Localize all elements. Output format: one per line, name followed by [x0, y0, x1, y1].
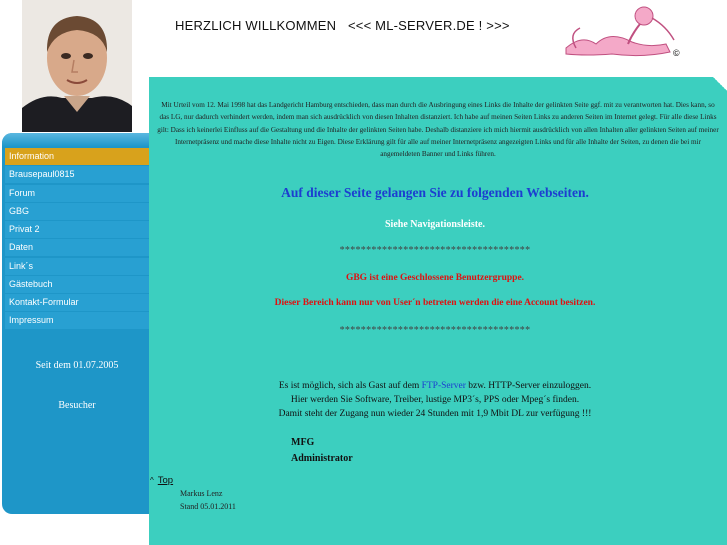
mfg-label: MFG — [291, 437, 315, 448]
author-name: Markus Lenz — [180, 489, 223, 498]
page-corner-fold — [713, 77, 727, 91]
sidebar-item-brausepaul[interactable]: Brausepaul0815 — [5, 166, 149, 183]
pink-panther-logo — [562, 4, 686, 62]
sidebar-item-gaestebuch[interactable]: Gästebuch — [5, 276, 149, 293]
sidebar-item-forum[interactable]: Forum — [5, 185, 149, 202]
sidebar-item-gbg[interactable]: GBG — [5, 203, 149, 220]
top-link-label: Top — [157, 475, 174, 486]
sidebar-nav — [5, 148, 149, 331]
speed-line: Damit steht der Zugang nun wieder 24 Stunden mit 1,9 Mbit DL zur verfügung !!! — [278, 409, 592, 419]
disclaimer-text: Mit Urteil vom 12. Mai 1998 hat das Landgericht Hamburg entschieden, dass man durch die Ausbringung eines Links die Inhalte der gelinkten Seite ggf. mit zu verantworten hat. Dies kann, so das LG, nur dadurch verhindert werden, indem man sich ausdrücklich von diesen Inhalten distanziert. Ich habe auf meinen Seiten Links zu anderen Seiten im Internet gelegt. Für alle diese Links gilt: Dass ich keinerlei Einfluss auf die Gestaltung und die Inhalte der gelinkten Seiten habe. Deshalb distanziere ich mich hiermit ausdrücklich von allen Inhalten aller gelinkten Seiten auf meiner Internetpräsenz und mache diese Inhalte nicht zu Eigen. Diese Erklärung gilt für alle auf meiner Internetpräsenz angezeigten Links und für alle Inhalte der Seiten, zu denen die bei mir angemeldeten Banner und Links führen. — [157, 101, 719, 159]
guest-login-line — [149, 381, 721, 391]
sidebar-item-impressum[interactable]: Impressum — [5, 312, 149, 329]
sidebar-cap — [2, 133, 149, 147]
sidebar-item-privat2[interactable]: Privat 2 — [5, 221, 149, 238]
administrator-label: Administrator — [291, 453, 353, 464]
last-updated: Stand 05.01.2011 — [180, 502, 236, 511]
access-note: Dieser Bereich kann nur von User´n betreten werden die eine Account besitzen. — [274, 298, 596, 308]
guest-login-pre: Es ist möglich, sich als Gast auf dem — [278, 381, 422, 391]
ftp-server-link[interactable]: FTP-Server — [421, 381, 466, 391]
lead-heading: Auf dieser Seite gelangen Sie zu folgenden Webseiten. — [281, 185, 589, 200]
sidebar-item-daten[interactable]: Daten — [5, 239, 149, 256]
guest-login-post: bzw. HTTP-Server einzuloggen. — [465, 381, 592, 391]
sidebar-item-information[interactable]: Information — [5, 148, 149, 165]
top-link[interactable] — [150, 475, 173, 486]
site-heading: <<< ML-SERVER.DE ! >>> — [348, 18, 510, 33]
sidebar-item-links[interactable]: Link´s — [5, 258, 149, 275]
sidebar-item-kontakt[interactable]: Kontakt-Formular — [5, 294, 149, 311]
nav-hint: Siehe Navigationsleiste. — [385, 219, 485, 230]
portrait-photo — [22, 0, 132, 132]
chevron-up-icon: ^ — [150, 476, 154, 485]
star-divider: ************************************ — [339, 245, 531, 256]
since-date: Seit dem 01.07.2005 — [35, 360, 119, 371]
star-divider-2: ************************************ — [339, 325, 531, 336]
visitor-counter-label: Besucher — [58, 400, 96, 411]
welcome-heading: HERZLICH WILLKOMMEN — [175, 18, 337, 33]
gbg-note: GBG ist eine Geschlossene Benutzergruppe. — [345, 273, 525, 283]
software-line: Hier werden Sie Software, Treiber, lustige MP3´s, PPS oder Mpeg´s finden. — [290, 395, 580, 405]
main-content — [149, 77, 727, 545]
copyright-mark: © — [673, 48, 680, 58]
